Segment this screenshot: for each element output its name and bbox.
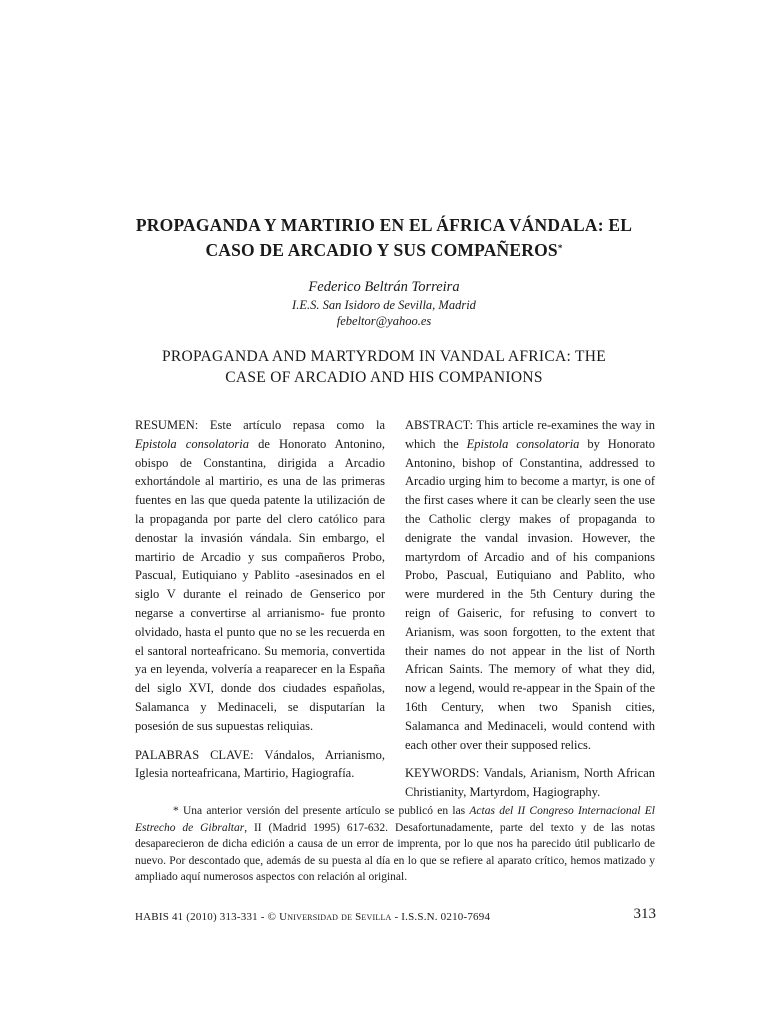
footnote-paragraph [135, 803, 655, 886]
footnote-text-1: * Una anterior versión del presente artículo se publicó en las [173, 805, 470, 817]
author-email[interactable]: febeltor@yahoo.es [336, 314, 432, 328]
english-title-line-2: CASE OF ARCADIO AND HIS COMPANIONS [225, 369, 543, 386]
resumen-italic-title: Epistola consolatoria [135, 436, 249, 451]
resumen-paragraph [135, 416, 385, 736]
title-footnote-mark: * [557, 243, 563, 253]
abstract-column [405, 416, 655, 802]
abstract-paragraph [405, 416, 655, 754]
title-line-2: CASO DE ARCADIO Y SUS COMPAÑEROS [205, 240, 558, 260]
abstract-text-2: by Honorato Antonino, bishop of Constantina, addressed to Arcadio urging him to become a martyr, is one of the first cases where it can be clearly seen the use the Catholic clergy makes of propaganda to denigrate the vandal invasion. However, the martyrdom of Arcadio and of his companions Probo, Pascual, Eutiquiano and Pablito, who were murdered in the 5th Century during the reign of Gaiseric, for refusing to convert to Arianism, was soon forgotten, to the extent that their names do not appear in the list of North African Saints. The memory of what they did, now a legend, would re-appear in the Spain of the 16th Century, when two Spanish cities, Salamanca and Medinaceli, would contend with each other over their supposed relics. [405, 436, 655, 752]
author-institution: I.E.S. San Isidoro de Sevilla, Madrid [292, 298, 476, 312]
palabras-clave: PALABRAS CLAVE: Vándalos, Arrianismo, Iglesia norteafricana, Martirio, Hagiografía. [135, 747, 385, 781]
title-line-1: PROPAGANDA Y MARTIRIO EN EL ÁFRICA VÁNDALA: EL [135, 215, 633, 235]
journal-footer [135, 911, 490, 923]
journal-citation: HABIS 41 (2010) 313-331 - © [135, 911, 280, 923]
footnote-text-2: , II (Madrid 1995) 617-632. Desafortunadamente, parte del texto y de las notas desaparecieron de dicha edición a causa de un error de imprenta, por lo que nos ha parecido útil publicarlo de nuevo. Por descontado que, además de su puesta al día en lo que se refiere al aparato crítico, hemos matizado y ampliado aquí numerosos aspectos con relación al original. [135, 821, 655, 883]
article-title [120, 213, 648, 263]
author-name: Federico Beltrán Torreira [308, 279, 460, 295]
english-title [120, 346, 648, 388]
resumen-text-1: RESUMEN: Este artículo repasa como la [135, 418, 385, 432]
author-affiliation [160, 297, 608, 329]
english-title-line-1: PROPAGANDA AND MARTYRDOM IN VANDAL AFRICA: THE [161, 348, 607, 365]
keywords: KEYWORDS: Vandals, Arianism, North African Christianity, Martyrdom, Hagiography. [405, 766, 655, 800]
page-number: 313 [633, 906, 656, 922]
resumen-text-2: de Honorato Antonino, obispo de Constantina, dirigida a Arcadio exhortándole al martirio, es una de las primeras fuentes en las que queda patente la utilización de la propaganda por parte del clero católico para denostar la invasión vándala. Sin embargo, el martirio de Arcadio y sus compañeros Probo, Pascual, Eutiquiano y Pablito -asesinados en el siglo V durante el reinado de Genserico por negarse a convertirse al arrianismo- fue pronto olvidado, hasta el punto que no se les recuerda en el santoral norteafricano. Su memoria, convertida ya en leyenda, volvería a reaparecer en la España del siglo XVI, donde dos ciudades españolas, Salamanca y Medinaceli, se disputarían la posesión de sus supuestas reliquias. [135, 436, 385, 733]
footnote [135, 803, 655, 886]
issn: - I.S.S.N. 0210-7694 [391, 911, 491, 923]
abstract-text-1: ABSTRACT: This article re-examines the way in which the [405, 418, 655, 451]
footnote-italic-title: Actas del II Congreso Internacional El Estrecho de Gibraltar [135, 805, 656, 834]
publisher-name: Universidad de Sevilla [279, 911, 392, 923]
abstract-italic-title: Epistola consolatoria [466, 436, 580, 451]
resumen-column [135, 416, 385, 783]
